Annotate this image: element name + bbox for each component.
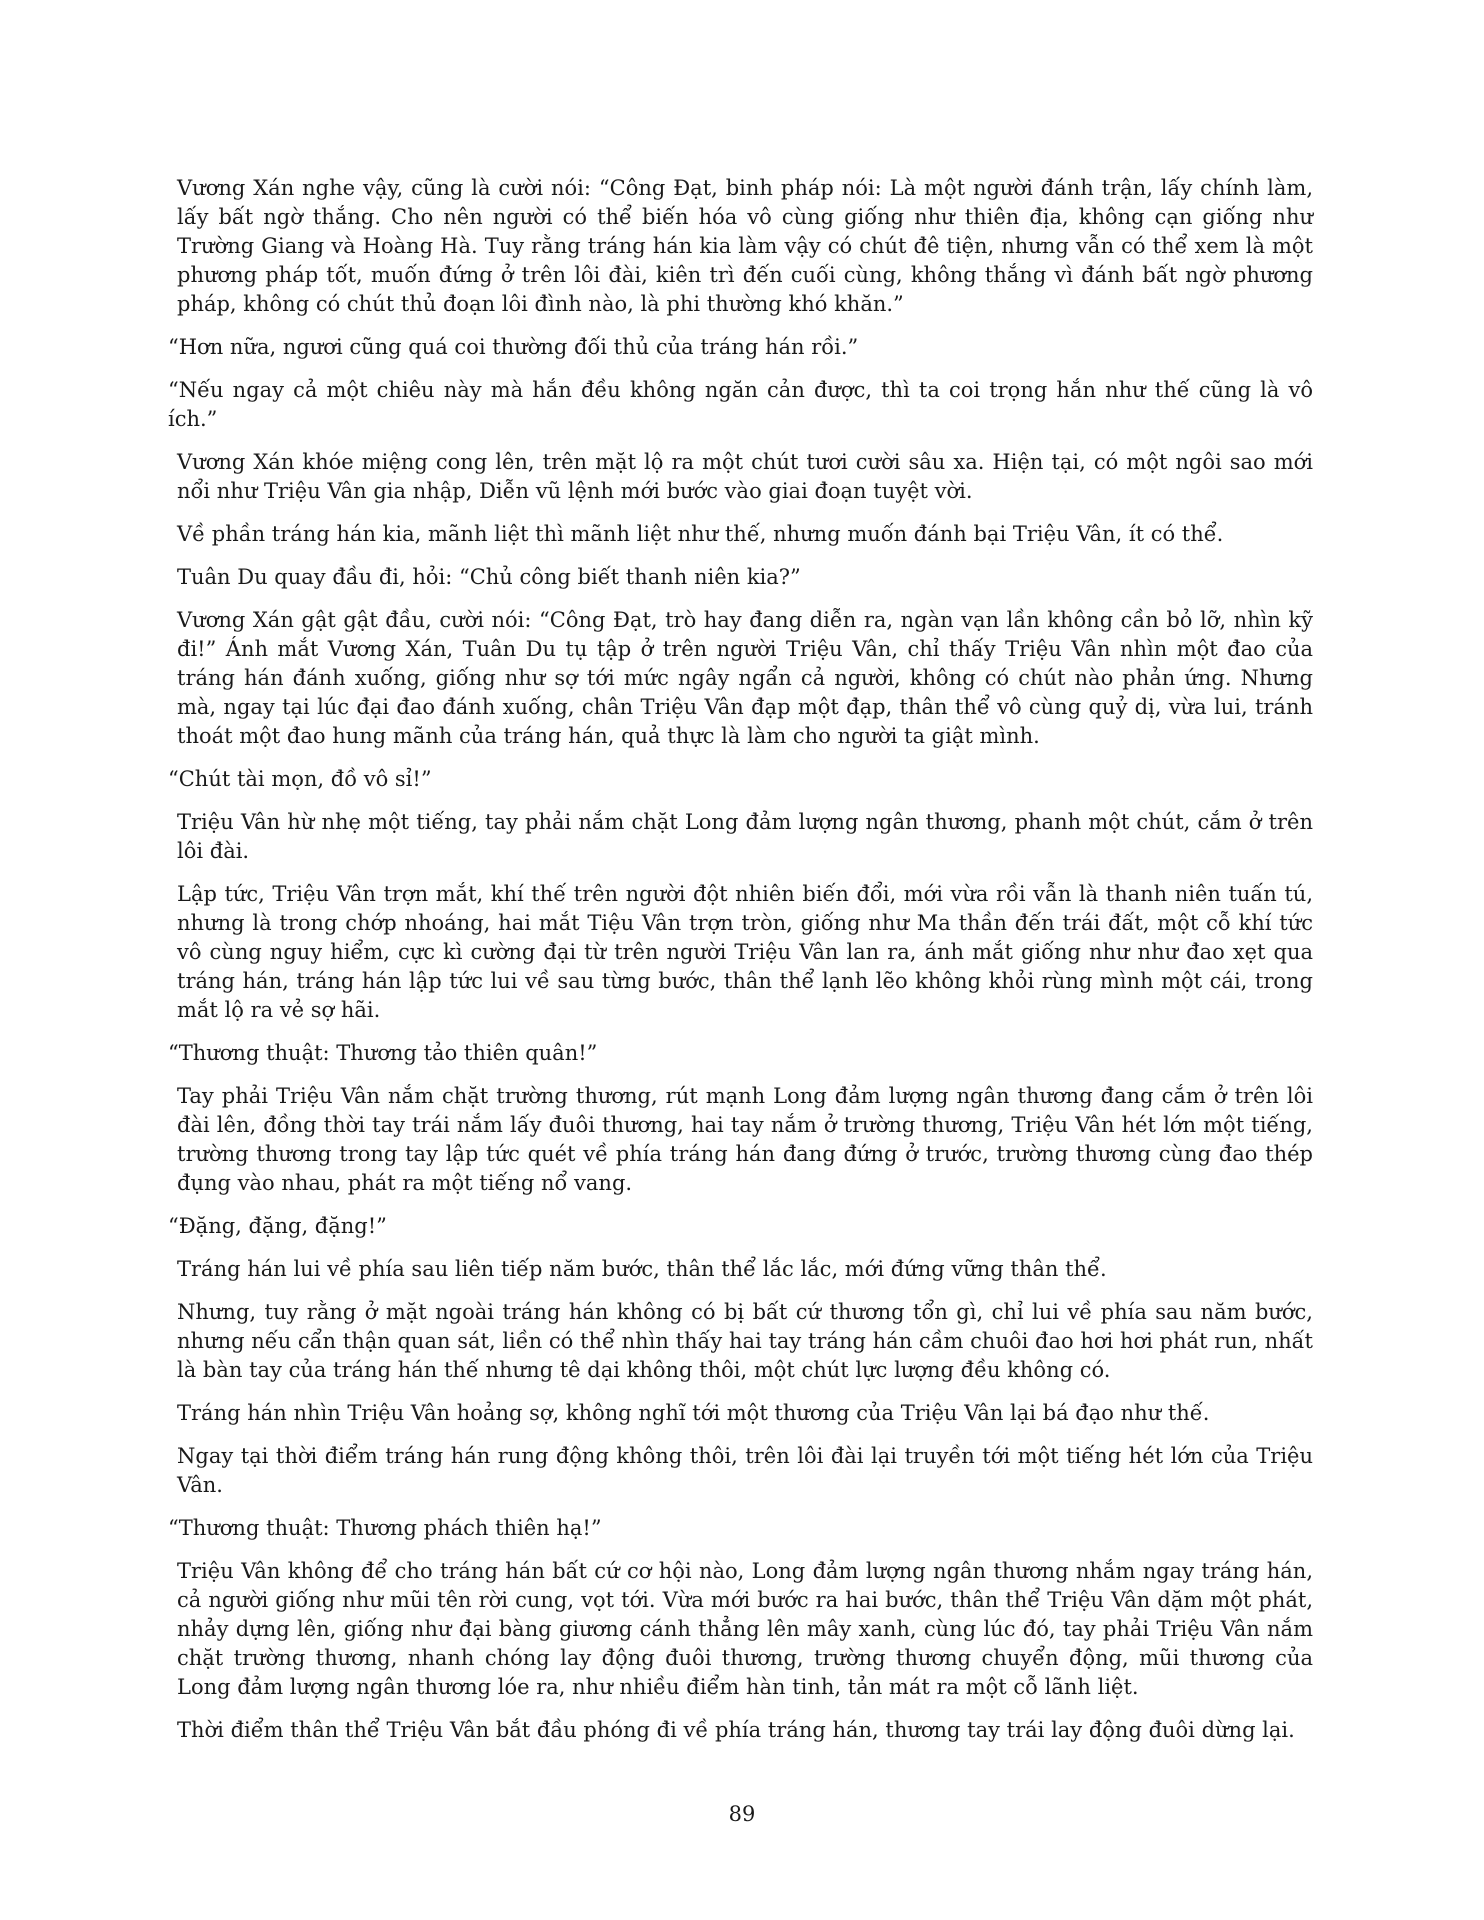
paragraph-8: “Chút tài mọn, đồ vô sỉ!” xyxy=(168,767,432,791)
paragraph-11: “Thương thuật: Thương tảo thiên quân!” xyxy=(168,1041,598,1065)
paragraph-16: Tráng hán nhìn Triệu Vân hoảng sợ, không nghĩ tới một thương của Triệu Vân lại bá đạo như thế. xyxy=(177,1401,1210,1425)
page-number: 89 xyxy=(728,1802,756,1826)
paragraph-19: Triệu Vân không để cho tráng hán bất cứ cơ hội nào, Long đảm lượng ngân thương nhắm ngay tráng hán, cả người giống như mũi tên rời cung, vọt tới. Vừa mới bước ra hai bước, thân thể Triệu Vân dặm một phát, nhảy dựng lên, giống như đại bàng giương cánh thẳng lên mây xanh, cùng lúc đó, tay phải Triệu Vân nắm chặt trường thương, nhanh chóng lay động đuôi thương, trường thương chuyển động, mũi thương của Long đảm lượng ngân thương lóe ra, như nhiều điểm hàn tinh, tản mát ra một cỗ lãnh liệt. xyxy=(177,1559,1313,1699)
paragraph-4: Vương Xán khóe miệng cong lên, trên mặt lộ ra một chút tươi cười sâu xa. Hiện tại, có một ngôi sao mới nổi như Triệu Vân gia nhập, Diễn vũ lệnh mới bước vào giai đoạn tuyệt vời. xyxy=(177,450,1313,503)
paragraph-17: Ngay tại thời điểm tráng hán rung động không thôi, trên lôi đài lại truyền tới một tiếng hét lớn của Triệu Vân. xyxy=(177,1444,1313,1497)
paragraph-12: Tay phải Triệu Vân nắm chặt trường thương, rút mạnh Long đảm lượng ngân thương đang cắm ở trên lôi đài lên, đồng thời tay trái nắm lấy đuôi thương, hai tay nắm ở trường thương, Triệu Vân hét lớn một tiếng, trường thương trong tay lập tức quét về phía tráng hán đang đứng ở trước, trường thương cùng đao thép đụng vào nhau, phát ra một tiếng nổ vang. xyxy=(177,1084,1313,1195)
paragraph-6: Tuân Du quay đầu đi, hỏi: “Chủ công biết thanh niên kia?” xyxy=(177,565,801,589)
paragraph-15: Nhưng, tuy rằng ở mặt ngoài tráng hán không có bị bất cứ thương tổn gì, chỉ lui về phía sau năm bước, nhưng nếu cẩn thận quan sát, liền có thể nhìn thấy hai tay tráng hán cầm chuôi đao hơi hơi phát run, nhất là bàn tay của tráng hán thế nhưng tê dại không thôi, một chút lực lượng đều không có. xyxy=(177,1300,1313,1382)
page-body xyxy=(168,174,1313,1759)
paragraph-3: “Nếu ngay cả một chiêu này mà hắn đều không ngăn cản được, thì ta coi trọng hắn như thế cũng là vô ích.” xyxy=(168,378,1313,431)
paragraph-2: “Hơn nữa, ngươi cũng quá coi thường đối thủ của tráng hán rồi.” xyxy=(168,335,859,359)
paragraph-20: Thời điểm thân thể Triệu Vân bắt đầu phóng đi về phía tráng hán, thương tay trái lay động đuôi dừng lại. xyxy=(177,1718,1295,1742)
paragraph-9: Triệu Vân hừ nhẹ một tiếng, tay phải nắm chặt Long đảm lượng ngân thương, phanh một chút, cắm ở trên lôi đài. xyxy=(177,810,1313,863)
paragraph-5: Về phần tráng hán kia, mãnh liệt thì mãnh liệt như thế, nhưng muốn đánh bại Triệu Vân, ít có thể. xyxy=(177,522,1224,546)
paragraph-18: “Thương thuật: Thương phách thiên hạ!” xyxy=(168,1516,602,1540)
paragraph-1: Vương Xán nghe vậy, cũng là cười nói: “Công Đạt, binh pháp nói: Là một người đánh trận, lấy chính làm, lấy bất ngờ thắng. Cho nên người có thể biến hóa vô cùng giống như thiên địa, không cạn giống như Trường Giang và Hoàng Hà. Tuy rằng tráng hán kia làm vậy có chút đê tiện, nhưng vẫn có thể xem là một phương pháp tốt, muốn đứng ở trên lôi đài, kiên trì đến cuối cùng, không thắng vì đánh bất ngờ phương pháp, không có chút thủ đoạn lôi đình nào, là phi thường khó khăn.” xyxy=(177,176,1313,316)
paragraph-13: “Đặng, đặng, đặng!” xyxy=(168,1214,387,1238)
paragraph-10: Lập tức, Triệu Vân trợn mắt, khí thế trên người đột nhiên biến đổi, mới vừa rồi vẫn là thanh niên tuấn tú, nhưng là trong chớp nhoáng, hai mắt Tiệu Vân trợn tròn, giống như Ma thần đến trái đất, một cỗ khí tức vô cùng nguy hiểm, cực kì cường đại từ trên người Triệu Vân lan ra, ánh mắt giống như như đao xẹt qua tráng hán, tráng hán lập tức lui về sau từng bước, thân thể lạnh lẽo không khỏi rùng mình một cái, trong mắt lộ ra vẻ sợ hãi. xyxy=(177,882,1313,1022)
paragraph-14: Tráng hán lui về phía sau liên tiếp năm bước, thân thể lắc lắc, mới đứng vững thân thể. xyxy=(177,1257,1107,1281)
paragraph-7: Vương Xán gật gật đầu, cười nói: “Công Đạt, trò hay đang diễn ra, ngàn vạn lần không cần bỏ lỡ, nhìn kỹ đi!” Ánh mắt Vương Xán, Tuân Du tụ tập ở trên người Triệu Vân, chỉ thấy Triệu Vân nhìn một đao của tráng hán đánh xuống, giống như sợ tới mức ngây ngẩn cả người, không có chút nào phản ứng. Nhưng mà, ngay tại lúc đại đao đánh xuống, chân Triệu Vân đạp một đạp, thân thể vô cùng quỷ dị, vừa lui, tránh thoát một đao hung mãnh của tráng hán, quả thực là làm cho người ta giật mình. xyxy=(177,608,1313,748)
